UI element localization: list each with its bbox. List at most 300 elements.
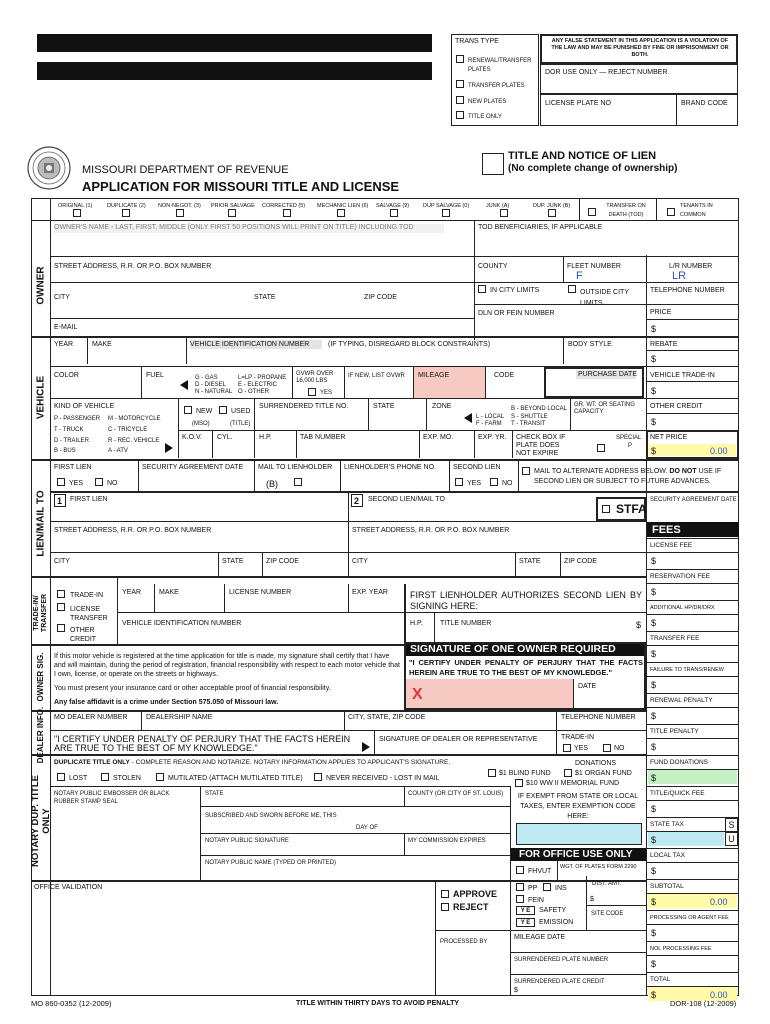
checkbox-mutilated[interactable] bbox=[156, 773, 164, 781]
checkbox-used[interactable] bbox=[219, 406, 227, 414]
line-trade-lien-split bbox=[404, 584, 406, 644]
for-office-label: FOR OFFICE USE ONLY bbox=[519, 849, 633, 860]
zone-farm: F - FARM bbox=[476, 421, 502, 427]
line-fleet-left bbox=[563, 256, 564, 282]
checkbox-stolen[interactable] bbox=[101, 773, 109, 781]
title-type-prior-salvage: PRIOR SALVAGE bbox=[211, 203, 255, 209]
kind-label: KIND OF VEHICLE bbox=[54, 403, 115, 410]
line-surrendered-left bbox=[254, 398, 255, 430]
line-notary-reason-bottom bbox=[50, 786, 510, 787]
vin-note: (IF TYPING, DISREGARD BLOCK CONSTRAINTS) bbox=[328, 341, 491, 348]
price-dollar: $ bbox=[651, 324, 657, 334]
surrendered-title-label: SURRENDERED TITLE NO. bbox=[259, 403, 349, 410]
special-label: SPECIAL bbox=[616, 435, 642, 441]
checkbox-in-city[interactable] bbox=[478, 285, 486, 293]
net-price-dollar: $ bbox=[651, 446, 657, 456]
office-validation-label: OFFICE VALIDATION bbox=[34, 884, 103, 891]
lien1-zip-label: ZIP CODE bbox=[266, 558, 299, 565]
stfa-label: STFA bbox=[616, 502, 647, 516]
ye-emission: Y E bbox=[520, 920, 531, 926]
lien2-zip-label: ZIP CODE bbox=[564, 558, 597, 565]
dealer-certify: "I CERTIFY UNDER PENALTY OF PERJURY THAT THE FACTS HEREIN ARE TRUE TO THE BEST OF MY KNOWLEDGE." bbox=[54, 734, 351, 753]
dup-title-desc: - COMPLETE REASON AND NOTARIZE. NOTARY INFORMATION APPLIES TO APPLICANT'S SIGNATURE. bbox=[129, 759, 451, 766]
gvwr-yes: YES bbox=[320, 390, 333, 396]
exemption-code-field[interactable] bbox=[516, 823, 642, 845]
fee-value-field[interactable] bbox=[648, 553, 737, 567]
title-type-original: ORIGINAL (1) bbox=[58, 203, 93, 209]
label-new-plates: NEW PLATES bbox=[468, 99, 507, 105]
fee-label: TITLE/QUICK FEE bbox=[650, 790, 705, 797]
line-lien2-zip bbox=[560, 552, 561, 576]
line-office-mileage bbox=[510, 930, 646, 931]
tab-number-label: TAB NUMBER bbox=[300, 434, 346, 441]
dealership-name-label: DEALERSHIP NAME bbox=[146, 714, 213, 721]
line-trade-opts bbox=[117, 576, 118, 644]
fuel-diesel: D - DIESEL bbox=[195, 382, 227, 388]
first-lien-no: NO bbox=[107, 480, 118, 487]
fee-value-field[interactable] bbox=[648, 801, 737, 815]
checkbox-first-lien-no[interactable] bbox=[95, 478, 103, 486]
line-new-used-left bbox=[178, 398, 179, 430]
zone-transit: T - TRANSIT bbox=[511, 421, 546, 427]
checkbox-tod[interactable] bbox=[588, 208, 596, 216]
hp-label: H.P. bbox=[259, 434, 272, 441]
line-lien-split bbox=[348, 491, 349, 576]
site-code-label: SITE CODE bbox=[591, 911, 624, 917]
email-label: E-MAIL bbox=[54, 324, 78, 331]
trade-dollar: $ bbox=[636, 620, 642, 630]
cyl-label: CYL. bbox=[217, 434, 233, 441]
lien2-city-label: CITY bbox=[352, 558, 368, 565]
pp-label: PP bbox=[528, 885, 538, 892]
kind-motorcycle: M - MOTORCYCLE bbox=[108, 416, 161, 422]
gr-wt-label: GR. WT. OR SEATING CAPACITY bbox=[574, 402, 635, 415]
notary-printed-label: NOTARY PUBLIC NAME (TYPED OR PRINTED) bbox=[205, 860, 337, 866]
line-zone-left bbox=[426, 398, 427, 430]
kind-trailer: D - TRAILER bbox=[54, 438, 89, 444]
checkbox-nonnegot[interactable] bbox=[176, 209, 184, 217]
line-trade-title bbox=[434, 612, 435, 644]
year-label: YEAR bbox=[54, 341, 74, 348]
signature-x: X bbox=[412, 686, 423, 703]
dealer-sig-label: SIGNATURE OF DEALER OR REPRESENTATIVE bbox=[379, 736, 538, 743]
ye-safety: Y E bbox=[520, 908, 531, 914]
kind-truck: T - TRUCK bbox=[54, 427, 84, 433]
line-dealer-city bbox=[344, 710, 345, 730]
checkbox-approve[interactable] bbox=[441, 890, 449, 898]
fee-value-field[interactable] bbox=[648, 832, 724, 846]
owner-certify: "I CERTIFY UNDER PENALTY OF PERJURY THAT THE FACTS HEREIN ARE TRUE TO THE BEST OF MY KNOWLEDGE." bbox=[409, 658, 643, 677]
mail-to-lienholder-label: MAIL TO LIENHOLDER bbox=[258, 464, 333, 471]
checkbox-duplicate[interactable] bbox=[122, 209, 130, 217]
make-label: MAKE bbox=[92, 341, 112, 348]
fhvut-label: FHVUT bbox=[528, 868, 552, 875]
approve-label: APPROVE bbox=[453, 889, 498, 899]
line-expyr-left bbox=[474, 430, 475, 458]
second-lien-label: SECOND LIEN bbox=[453, 464, 501, 471]
line-office-dist bbox=[586, 876, 587, 930]
checkbox-other-credit[interactable] bbox=[57, 624, 65, 632]
line-tenants-left bbox=[656, 198, 657, 220]
checkbox-title-only[interactable] bbox=[456, 111, 464, 119]
owner-sig-side-label: OWNER SIG. bbox=[36, 652, 45, 702]
embosser-label: NOTARY PUBLIC EMBOSSER OR BLACK RUBBER STAMP SEAL bbox=[54, 791, 170, 805]
fee-dollar: $ bbox=[651, 897, 657, 907]
trade-hp-label: H.P. bbox=[410, 620, 423, 627]
line-notary-3 bbox=[200, 855, 510, 856]
barcode-block-1 bbox=[37, 34, 432, 52]
fuel-propane: L=LP - PROPANE bbox=[238, 375, 287, 381]
line-lien-names-bottom bbox=[50, 521, 646, 522]
owner-sig-text-1: If this motor vehicle is registered at the time application for title is made, my signature shall certify that I have and will maintain, during the period of registration, financial responsibility with respect to each motor vehicle that I own, license, or operate on the streets or highways. bbox=[54, 653, 400, 678]
line-vin-left bbox=[186, 336, 187, 364]
checkbox-fein[interactable] bbox=[516, 895, 524, 903]
missouri-seal-icon bbox=[27, 146, 71, 190]
checkbox-dup-salvage[interactable] bbox=[442, 209, 450, 217]
security-agreement-2-label: SECURITY AGREEMENT DATE bbox=[650, 497, 737, 503]
state-tax-s: S bbox=[728, 820, 735, 830]
fee-label: STATE TAX bbox=[650, 821, 684, 828]
fleet-number-value[interactable]: F bbox=[576, 270, 583, 282]
line-dealer-tradein bbox=[556, 730, 557, 754]
checkbox-prior-salvage[interactable] bbox=[228, 209, 236, 217]
trade-year-label: YEAR bbox=[122, 589, 142, 596]
ye-safety-box[interactable] bbox=[516, 906, 535, 915]
dealer-city-label: CITY, STATE, ZIP CODE bbox=[348, 714, 426, 721]
warning-text: ANY FALSE STATEMENT IN THIS APPLICATION IS A VIOLATION OF THE LAW AND MAY BE PUNISHED BY FINE OR IMPRISONMENT OR BOTH. bbox=[551, 38, 729, 58]
line-title-types-left bbox=[50, 198, 51, 220]
exempt-label: IF EXEMPT FROM STATE OR LOCAL TAXES, ENTER EXEMPTION CODE HERE: bbox=[517, 793, 639, 820]
line-lien1-state bbox=[218, 552, 219, 576]
line-year-make bbox=[87, 336, 88, 364]
fee-value-field[interactable] bbox=[648, 646, 737, 660]
fuel-natural: N - NATURAL bbox=[195, 389, 233, 395]
checkbox-dealer-trade-yes[interactable] bbox=[563, 744, 571, 752]
line-notary-2 bbox=[200, 833, 510, 834]
line-phone-left bbox=[340, 459, 341, 491]
footer-dor-number: DOR-108 (12-2009) bbox=[670, 999, 737, 1008]
ye-emission-box[interactable] bbox=[516, 918, 535, 927]
line-city-bottom bbox=[474, 304, 739, 305]
line-sig-bottom bbox=[31, 710, 646, 712]
fee-value: 0.00 bbox=[710, 990, 728, 1000]
dor-use-label: DOR USE ONLY — REJECT NUMBER bbox=[545, 69, 668, 76]
checkbox-plate-no-expire[interactable] bbox=[597, 444, 605, 452]
lien1-street-label: STREET ADDRESS, R.R. OR P.O. BOX NUMBER bbox=[54, 527, 212, 534]
checkbox-ins[interactable] bbox=[543, 883, 551, 891]
line-ifnew-left bbox=[344, 366, 345, 398]
fee-label: RENEWAL PENALTY bbox=[650, 697, 713, 704]
checkbox-dealer-trade-no[interactable] bbox=[603, 744, 611, 752]
dealer-trade-yes: YES bbox=[574, 745, 589, 752]
date-label: DATE bbox=[578, 683, 597, 690]
fee-row-line bbox=[646, 662, 739, 663]
dup-title-text bbox=[54, 759, 450, 767]
second-lien-yes: YES bbox=[467, 480, 482, 487]
notary-side-label: NOTARY DUP. TITLE ONLY bbox=[30, 774, 52, 868]
checkbox-trade-in[interactable] bbox=[57, 590, 65, 598]
donation-organ: $1 ORGAN FUND bbox=[575, 770, 632, 777]
num-2: 2 bbox=[354, 496, 360, 506]
checkbox-new[interactable] bbox=[184, 406, 192, 414]
checkbox-outside-city[interactable] bbox=[568, 285, 576, 293]
checkbox-original[interactable] bbox=[73, 209, 81, 217]
mo-dealer-label: MO DEALER NUMBER bbox=[54, 714, 128, 721]
fee-dollar: $ bbox=[651, 773, 657, 783]
rebate-label: REBATE bbox=[650, 341, 678, 348]
plate-divider bbox=[676, 94, 677, 126]
num-1: 1 bbox=[57, 496, 63, 506]
fee-row-line bbox=[646, 538, 739, 539]
emission-label: EMISSION bbox=[539, 919, 574, 926]
street-address-label: STREET ADDRESS, R.R. OR P.O. BOX NUMBER bbox=[54, 263, 212, 270]
mso-label: (MSO) bbox=[192, 421, 210, 427]
fee-row-line bbox=[646, 600, 739, 601]
kind-tricycle: C - TRICYCLE bbox=[108, 427, 148, 433]
kind-passenger: P - PASSENGER bbox=[54, 416, 101, 422]
code-label: CODE bbox=[494, 372, 515, 379]
fee-dollar: $ bbox=[651, 680, 657, 690]
line-trade-make bbox=[154, 584, 155, 612]
form-title: APPLICATION FOR MISSOURI TITLE AND LICENSE bbox=[82, 179, 400, 194]
checkbox-new-plates[interactable] bbox=[456, 96, 464, 104]
line-county-left bbox=[474, 256, 475, 340]
fee-label: ADDITIONAL HP/DR/DRX bbox=[650, 605, 715, 611]
donation-blind: $1 BLIND FUND bbox=[499, 770, 551, 777]
fee-label: LOCAL TAX bbox=[650, 852, 685, 859]
fee-dollar: $ bbox=[651, 835, 657, 845]
dist-amt-label: DIST. AMT. bbox=[592, 881, 622, 887]
othercredit-dollar: $ bbox=[651, 417, 657, 427]
first-lien-label: FIRST LIEN bbox=[54, 464, 92, 471]
checkbox-corrected[interactable] bbox=[283, 209, 291, 217]
fee-value-field[interactable] bbox=[648, 708, 737, 722]
line-tod-div bbox=[474, 220, 475, 256]
line-body-left bbox=[563, 336, 564, 364]
title-type-salvage: SALVAGE (9) bbox=[376, 203, 410, 209]
checkbox-dup-junk[interactable] bbox=[548, 209, 556, 217]
line-trade-license bbox=[224, 584, 225, 612]
price-label: PRICE bbox=[650, 309, 672, 316]
checkbox-never-received[interactable] bbox=[314, 773, 322, 781]
title-type-dup-salvage: DUP SALVAGE (0) bbox=[423, 203, 470, 209]
fee-value-field[interactable] bbox=[648, 863, 737, 877]
title-paren-label: (TITLE) bbox=[230, 421, 251, 427]
checkbox-junk[interactable] bbox=[500, 209, 508, 217]
fee-row-line bbox=[646, 755, 739, 756]
commission-label: MY COMMISSION EXPIRES bbox=[408, 838, 486, 844]
line-secondlien-left bbox=[449, 459, 450, 491]
checkbox-stfa[interactable] bbox=[602, 505, 610, 513]
checkbox-tenants[interactable] bbox=[667, 208, 675, 216]
day-of-label: DAY OF bbox=[356, 825, 378, 831]
mail-alt-do-not: DO NOT bbox=[669, 468, 697, 475]
sig-frame bbox=[404, 642, 646, 710]
line-othercredit-mid bbox=[646, 413, 739, 414]
checkbox-renewal-transfer[interactable] bbox=[456, 55, 464, 63]
checkbox-mail-alternate[interactable] bbox=[522, 467, 530, 475]
title-type-corrected: CORRECTED (5) bbox=[262, 203, 306, 209]
zone-shuttle: S - SHUTTLE bbox=[511, 414, 548, 420]
reject-label: REJECT bbox=[453, 902, 489, 912]
fee-row-line bbox=[646, 631, 739, 632]
fee-label: SUBTOTAL bbox=[650, 883, 684, 890]
line-lien-street-bottom bbox=[50, 552, 646, 553]
purchase-date-label: PURCHASE DATE bbox=[578, 371, 637, 378]
line-state-left bbox=[368, 398, 369, 430]
line-lien-bottom bbox=[31, 576, 646, 578]
trans-type-label: TRANS TYPE bbox=[455, 38, 499, 45]
tradein-dollar: $ bbox=[651, 386, 657, 396]
first-lien-mail-label: FIRST LIEN bbox=[70, 496, 108, 503]
line-office-right bbox=[510, 880, 511, 996]
line-rebate-mid bbox=[646, 350, 739, 351]
title-type-dup-junk: DUP. JUNK (B) bbox=[533, 203, 571, 209]
first-lienholder-auth: FIRST LIENHOLDER AUTHORIZES SECOND LIEN BY SIGNING HERE: bbox=[410, 590, 642, 611]
checkbox-mechanic-lien[interactable] bbox=[337, 209, 345, 217]
vehicle-state-label: STATE bbox=[373, 403, 395, 410]
line-notary-right bbox=[510, 786, 511, 880]
checkbox-organ-fund[interactable] bbox=[564, 769, 572, 777]
fee-value-field[interactable] bbox=[648, 677, 737, 691]
checkbox-reject[interactable] bbox=[441, 903, 449, 911]
checkbox-mail-to-lienholder[interactable] bbox=[294, 478, 302, 486]
line-notary-bottom bbox=[31, 880, 646, 882]
kind-atv: A - ATV bbox=[108, 448, 128, 454]
trade-vin-label: VEHICLE IDENTIFICATION NUMBER bbox=[122, 620, 242, 627]
new-label: NEW bbox=[196, 408, 213, 415]
trade-license-label: LICENSE NUMBER bbox=[229, 589, 292, 596]
dup-title-only: DUPLICATE TITLE ONLY bbox=[54, 759, 130, 766]
checkbox-transfer-plates[interactable] bbox=[456, 80, 464, 88]
fee-value-field[interactable] bbox=[648, 584, 737, 598]
gvwr-label: GVWR OVER 16,000 LBS bbox=[296, 371, 334, 384]
vin-label: VEHICLE IDENTIFICATION NUMBER bbox=[190, 341, 310, 348]
fee-dollar: $ bbox=[651, 556, 657, 566]
line-gvwr-left bbox=[292, 366, 293, 398]
fee-value-field[interactable] bbox=[648, 739, 737, 753]
title-type-nonnegot: NON-NEGOT. (3) bbox=[158, 203, 201, 209]
state-tax-u: U bbox=[728, 834, 735, 844]
kind-bus: B - BUS bbox=[54, 448, 76, 454]
checkbox-ww2-fund[interactable] bbox=[515, 779, 523, 787]
fuel-gas: G - GAS bbox=[195, 375, 218, 381]
checkbox-title-notice-lien[interactable] bbox=[482, 153, 504, 175]
fee-dollar: $ bbox=[651, 866, 657, 876]
lr-number-value[interactable]: LR bbox=[672, 270, 687, 282]
checkbox-pp[interactable] bbox=[516, 883, 524, 891]
line-office-processed bbox=[435, 930, 510, 931]
mail-alt-text-1: MAIL TO ALTERNATE ADDRESS BELOW. bbox=[534, 468, 668, 475]
fee-label: TITLE PENALTY bbox=[650, 728, 699, 735]
fee-dollar: $ bbox=[651, 928, 657, 938]
fee-value-field[interactable] bbox=[648, 956, 737, 970]
fee-row-line bbox=[646, 941, 739, 942]
checkbox-gvwr-yes[interactable] bbox=[308, 388, 316, 396]
checkbox-second-lien-yes[interactable] bbox=[455, 478, 463, 486]
kind-arrow-icon bbox=[165, 443, 173, 453]
in-city-label: IN CITY LIMITS bbox=[490, 287, 540, 294]
fees-title: FEES bbox=[652, 524, 681, 536]
line-expmo-left bbox=[419, 430, 420, 458]
check-plate-label: CHECK BOX IF PLATE DOES NOT EXPIRE bbox=[516, 434, 566, 457]
line-owner-name-bottom bbox=[50, 256, 739, 257]
second-lien-no: NO bbox=[502, 480, 513, 487]
vehicle-side-label: VEHICLE bbox=[35, 375, 47, 420]
donation-ww2: $10 WW II MEMORIAL FUND bbox=[526, 780, 620, 787]
other-credit-label: OTHER CREDIT bbox=[650, 403, 703, 410]
tod-beneficiaries-label: TOD BENEFICIARIES, IF APPLICABLE bbox=[478, 224, 603, 231]
fee-value-field[interactable] bbox=[648, 925, 737, 939]
lien-side-label: LIEN/MAIL TO bbox=[35, 490, 47, 557]
line-tod-left bbox=[579, 198, 580, 220]
fuel-electric: E - ELECTRIC bbox=[238, 382, 278, 388]
fee-label: FUND DONATIONS bbox=[650, 759, 709, 766]
zone-beyond: B - BEYOND LOCAL bbox=[511, 406, 568, 412]
fee-label: TOTAL bbox=[650, 976, 671, 983]
checkbox-lost[interactable] bbox=[57, 773, 65, 781]
trade-side-label: TRADE-IN/ TRANSFER bbox=[33, 593, 48, 633]
title-type-duplicate: DUPLICATE (2) bbox=[107, 203, 146, 209]
kov-label: K.O.V. bbox=[182, 434, 202, 441]
fee-row-line bbox=[646, 786, 739, 787]
checkbox-fhvut[interactable] bbox=[516, 866, 524, 874]
reason-mutilated: MUTILATED (ATTACH MUTILATED TITLE) bbox=[168, 775, 303, 782]
line-tradein-mid bbox=[646, 381, 739, 382]
line-fuel-left bbox=[141, 366, 142, 398]
if-new-gvwr-label: IF NEW, LIST GVWR bbox=[348, 373, 405, 379]
net-price-value: 0.00 bbox=[710, 446, 728, 456]
line-office-credit bbox=[510, 974, 646, 975]
fleet-number-label: FLEET NUMBER bbox=[567, 263, 621, 270]
telephone-label: TELEPHONE NUMBER bbox=[650, 287, 725, 294]
checkbox-license-transfer[interactable] bbox=[57, 603, 65, 611]
checkbox-blind-fund[interactable] bbox=[488, 769, 496, 777]
rebate-dollar: $ bbox=[651, 354, 657, 364]
checkbox-first-lien-yes[interactable] bbox=[57, 478, 65, 486]
line-hp-left bbox=[254, 430, 255, 458]
license-plate-box bbox=[540, 94, 738, 126]
sig-required-label: SIGNATURE OF ONE OWNER REQUIRED bbox=[410, 643, 616, 655]
fee-value-field[interactable] bbox=[648, 615, 737, 629]
fee-dollar: $ bbox=[651, 587, 657, 597]
lien-subtitle: (No complete change of ownership) bbox=[508, 163, 678, 174]
state-tax-s-box[interactable] bbox=[725, 818, 738, 832]
notary-state-label: STATE bbox=[205, 791, 224, 797]
other-credit-trade-label: OTHER CREDIT bbox=[70, 627, 97, 643]
fee-value-field[interactable] bbox=[648, 770, 737, 784]
lienholder-phone-label: LIENHOLDER'S PHONE NO. bbox=[344, 464, 436, 471]
dealer-trade-no: NO bbox=[614, 745, 625, 752]
net-price-label: NET PRICE bbox=[650, 434, 688, 441]
state-tax-u-box[interactable] bbox=[725, 832, 738, 846]
checkbox-salvage[interactable] bbox=[390, 209, 398, 217]
fee-row-line bbox=[646, 910, 739, 911]
surr-credit-label: SURRENDERED PLATE CREDIT bbox=[514, 979, 605, 985]
lien2-state-label: STATE bbox=[519, 558, 541, 565]
checkbox-second-lien-no[interactable] bbox=[490, 478, 498, 486]
processed-by-label: PROCESSED BY bbox=[440, 939, 488, 945]
license-transfer-label: LICENSE TRANSFER bbox=[70, 606, 108, 622]
fee-row-line bbox=[646, 693, 739, 694]
line-kov-left bbox=[178, 430, 179, 458]
surr-credit-dollar: $ bbox=[514, 987, 518, 994]
line-price-mid bbox=[646, 319, 739, 320]
fee-dollar: $ bbox=[651, 959, 657, 969]
dist-dollar: $ bbox=[590, 896, 594, 903]
exp-yr-label: EXP. YR. bbox=[478, 434, 507, 441]
mail-alt-text bbox=[534, 467, 738, 487]
